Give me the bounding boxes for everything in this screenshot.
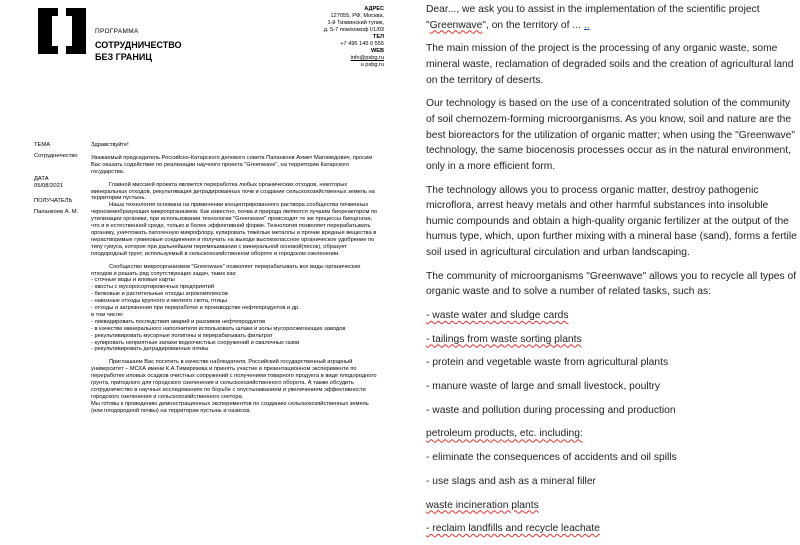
list-item: - сточные воды и иловые карты (91, 277, 175, 284)
list-item-text: petroleum products, etc. including: (426, 428, 583, 440)
phone-label: ТЕЛ (372, 34, 384, 40)
list-item: в том числе: (91, 311, 124, 318)
list-item: - рекультивировать деградированные почвы (91, 346, 209, 353)
text-run: Dear..., we ask you to assist in the implementation of the scientific project " (426, 4, 760, 31)
list-item: - ликвидировать последствия аварий и разливов нефтепродуктов (91, 318, 266, 325)
meta-topic (34, 142, 78, 160)
russian-letter-pane (0, 0, 400, 500)
logo-program-label: ПРОГРАММА (95, 28, 139, 35)
list-item-text: - reclaim landfills and recycle leachate (426, 523, 600, 535)
address-block (244, 6, 384, 69)
ellipsis-link[interactable]: .. (583, 19, 590, 31)
paragraph: The technology allows you to process organic matter, destroy pathogenic microflora, arrest heavy metals and other harmful substances into insoluble humic compounds and obtain a high-quality organic fertilizer at the output of the humus type, which, upon further mixing with a mineral base (sand), forms a fertile soil used in agricultural circulation and urban landscaping. (426, 184, 797, 258)
paragraph: Уважаемый председатель Российско-Катарского делового совета Папанкоев Ахмет Магомедович, просим Вас оказать содействие по реализации научного проекта "Greenwave", на территории Катарского государства. (91, 154, 373, 175)
address-label: АДРЕС (364, 6, 384, 12)
topic-label: ТЕМА (34, 142, 51, 148)
list-item-text: - waste water and sludge cards (426, 310, 569, 322)
list-item: - eliminate the consequences of accidents and oil spills (426, 452, 677, 464)
list-item: - рекультивировать мусорные полигоны и перерабатывать фильтрат (91, 332, 273, 339)
paragraph: The main mission of the project is the processing of any organic waste, some mineral waste, reclamation of degraded soils and the creation of agricultural land on the territory of deserts. (426, 43, 794, 86)
list-item (426, 426, 798, 442)
paragraph: Наша технология основана на применении концентрированного раствора сообщества почвенных черноземобразующих микроорганизмов. Как известно, почва и природа являются лучшим биореактором по утилизации органики, при использовании технологии "Greenwave" происходят те же процессы биоценоза, что и в естественной среде, только в более эффективной форме. Технология позволяет перерабатывать органику, уничтожать патогенную микрофлору, купировать тяжёлые металлы и прочие вредные вещества в нерастворимые гуминовые соединения и получать на выходе высококлассное органическое удобрение по типу гумуса, которое при дальнейшем перемешивании с минеральной основой(песок), образует плодородный грунт, используемый в сельскохозяйственном обороте и городском озеленении. (91, 202, 378, 257)
address-line: 127055, РФ, Москва, (330, 13, 384, 19)
list-item-text: - tailings from waste sorting plants (426, 333, 582, 345)
paragraph (426, 2, 798, 33)
paragraph: Мы готовы к проведению демонстрационных экспериментов по созданию сельскохозяйственных земель (или плодородной почвы) на территории пустынь и оазисов. (91, 400, 369, 414)
logo-name-line2: БЕЗ ГРАНИЦ (95, 52, 152, 62)
web-label: WEB (370, 48, 384, 54)
date-label: ДАТА (34, 176, 49, 182)
recipient-value: Папанкоев А. М. (34, 209, 79, 215)
list-item: - use slags and ash as a mineral filler (426, 475, 596, 487)
address-line: 1-й Тихвинский тупик, (327, 20, 384, 26)
paragraph: Our technology is based on the use of a concentrated solution of the community of soil chernozem-forming microorganisms. As you know, soil and nature are the best bioreactors for the utilization of organic matter; when using the "Greenwave" technology, the same biocenosis processes occur as in the natural environment, only in a more efficient form. (426, 98, 796, 172)
list-item: - в качестве минерального наполнителя использовать шлаки и золы мусоросжигающих заводов (91, 325, 346, 332)
meta-date (34, 176, 63, 190)
list-item: - белковые и растительные отходы агрокомплексов (91, 291, 228, 298)
list-item: - protein and vegetable waste from agricultural plants (426, 357, 669, 369)
topic-value: Сотрудничество (34, 153, 78, 159)
list-item-text: waste incineration plants (426, 499, 539, 511)
list-item (426, 521, 798, 537)
list-item: - отходы и загрязнения при переработке и производстве нефтепродуктов и др. (91, 305, 300, 312)
phone-value: +7 495 145 0 555 (340, 41, 384, 47)
list-item: - хвосты с мусоросортировочных предприятий (91, 284, 215, 291)
english-translation-pane (404, 0, 800, 535)
list-item (426, 498, 798, 514)
greeting: Здравствуйте! (91, 142, 129, 148)
paragraph: Приглашаем Вас посетить в качестве наблюдателя, Российский государственный аграрный университет – МСХА имени К.А.Тимирязева и принять участие в презентационном эксперименте по переработке иловых осадков очистных сооружений с получением товарного продукта в виде плодородного грунта, пригодного для городского озеленения и сельскохозяйственного оборота. А также обсудить сотрудничество в научных исследованиях по борьбе с опустыниванием и увеличением эффективности городского озеленения и сельскохозяйственного сектора. (91, 359, 377, 400)
list-item: - купировать неприятные запахи водоочистных сооружений и свалочных газов (91, 339, 300, 346)
email-link[interactable]: info@psbg.ru (350, 55, 384, 61)
greenwave-word: Greenwave (429, 19, 483, 31)
address-line: д. 5-7 пом/комоф I/1/03 (323, 27, 384, 33)
list-item (426, 308, 798, 324)
recipient-label: ПОЛУЧАТЕЛЬ (34, 198, 73, 204)
logo-name-line1: СОТРУДНИЧЕСТВО (95, 40, 182, 50)
meta-recipient (34, 198, 78, 216)
list-item: - waste and pollution during processing and production (426, 404, 676, 416)
list-item: - навозные отходы крупного и мелкого скота, птицы (91, 298, 228, 305)
paragraph: Главной миссией проекта является переработка любых органических отходов, некоторых минеральных отходов, рекультивация деградированных почв и создание сельскохозяйственных земель на территории пустынь. (91, 181, 375, 202)
list-item: - manure waste of large and small livestock, poultry (426, 381, 661, 393)
letter-body (91, 142, 381, 415)
text-run: ", on the territory of ... (482, 19, 584, 31)
paragraph: The community of microorganisms "Greenwave" allows you to recycle all types of organic waste and to solve a number of related tasks, such as: (426, 270, 797, 298)
list-item (426, 332, 798, 348)
paragraph: Сообщество микроорганизмов "Greenwave" позволяет перерабатывать все виды органических отходов и решать ряд сопутствующих задач, таких как: (91, 263, 361, 277)
translation-text (426, 2, 798, 545)
date-value: 05/08/2021 (34, 183, 64, 189)
program-logo-icon (38, 8, 86, 54)
site-link[interactable]: u psbg.ru (360, 62, 384, 68)
